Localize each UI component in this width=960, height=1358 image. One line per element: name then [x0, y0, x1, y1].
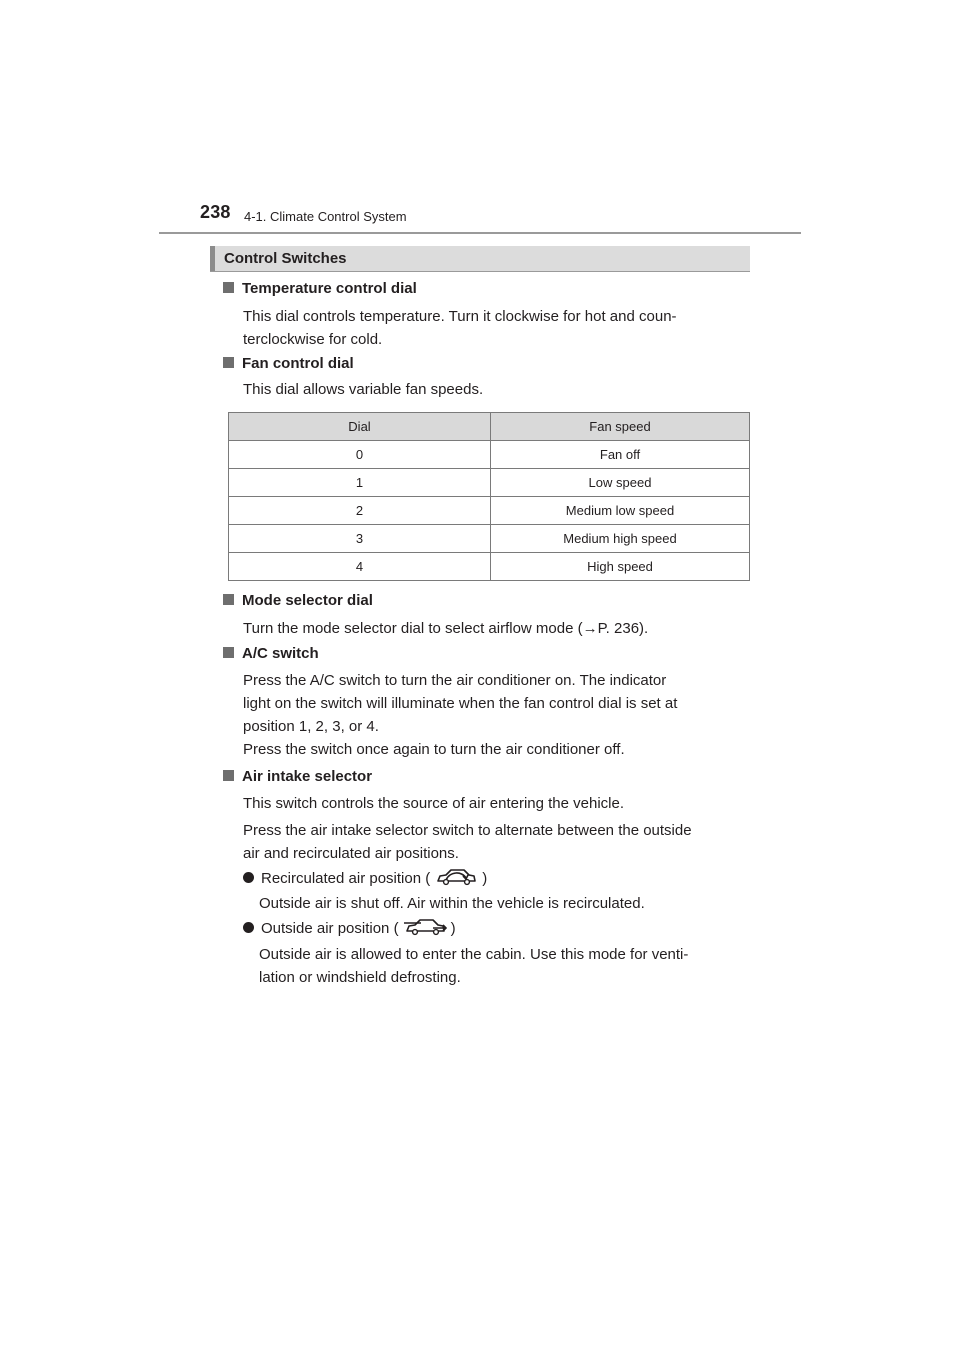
column-header-dial: Dial — [229, 413, 491, 441]
square-bullet-icon — [223, 770, 234, 781]
text-line: Outside air is allowed to enter the cabin. Use this mode for venti- — [259, 946, 689, 963]
fan-speed-cell: Medium high speed — [491, 525, 750, 553]
outside-air-description — [259, 943, 745, 989]
text-line: light on the switch will illuminate when the fan control dial is set at — [243, 695, 678, 712]
table-row — [229, 497, 750, 525]
square-bullet-icon — [223, 357, 234, 368]
bullet-label: Outside air position ( — [261, 920, 399, 937]
heading-ac-switch — [223, 645, 319, 662]
table-row — [229, 441, 750, 469]
recirculated-air-item — [243, 865, 487, 894]
heading-text: Mode selector dial — [242, 592, 373, 609]
outside-air-icon — [403, 915, 447, 944]
dial-cell: 2 — [229, 497, 491, 525]
text-line: lation or windshield defrosting. — [259, 969, 461, 986]
text-line: position 1, 2, 3, or 4. — [243, 718, 379, 735]
heading-text: Air intake selector — [242, 768, 373, 785]
fan-speed-cell: Fan off — [491, 441, 750, 469]
dial-cell: 0 — [229, 441, 491, 469]
ac-off-description: Press the switch once again to turn the air conditioner off. — [243, 741, 625, 758]
temperature-description — [243, 305, 745, 351]
fan-speed-cell: High speed — [491, 553, 750, 581]
section-title-bar — [210, 246, 750, 272]
bullet-label: Recirculated air position ( — [261, 870, 431, 887]
table-row — [229, 553, 750, 581]
round-bullet-icon — [243, 922, 254, 933]
ac-description — [243, 669, 745, 738]
fan-speed-table — [228, 412, 750, 581]
heading-mode-selector-dial — [223, 592, 373, 609]
square-bullet-icon — [223, 282, 234, 293]
header-divider — [159, 232, 801, 234]
fan-description: This dial allows variable fan speeds. — [243, 381, 484, 398]
section-title: Control Switches — [224, 250, 347, 267]
heading-fan-control-dial — [223, 355, 354, 372]
text-line: terclockwise for cold. — [243, 331, 383, 348]
bullet-label-close: ) — [450, 920, 456, 937]
bullet-label-close: ) — [482, 870, 488, 887]
arrow-icon: → — [582, 620, 598, 637]
intake-description: This switch controls the source of air entering the vehicle. — [243, 795, 625, 812]
heading-text: Temperature control dial — [242, 280, 417, 297]
heading-air-intake-selector — [223, 768, 372, 785]
outside-air-item — [243, 915, 456, 944]
dial-cell: 1 — [229, 469, 491, 497]
heading-temperature-control-dial — [223, 280, 417, 297]
recirculated-air-icon — [434, 865, 478, 894]
square-bullet-icon — [223, 647, 234, 658]
text-line: This dial controls temperature. Turn it clockwise for hot and coun- — [243, 308, 677, 325]
fan-speed-cell: Medium low speed — [491, 497, 750, 525]
running-head: 4-1. Climate Control System — [244, 209, 407, 224]
mode-description — [243, 617, 745, 640]
recirculated-air-description: Outside air is shut off. Air within the vehicle is recirculated. — [259, 895, 645, 912]
heading-text: A/C switch — [242, 645, 319, 662]
dial-cell: 4 — [229, 553, 491, 581]
intake-toggle-description — [243, 819, 745, 865]
square-bullet-icon — [223, 594, 234, 605]
table-row — [229, 469, 750, 497]
dial-cell: 3 — [229, 525, 491, 553]
round-bullet-icon — [243, 872, 254, 883]
page-reference-link[interactable]: P. 236). — [597, 620, 649, 637]
text-line: air and recirculated air positions. — [243, 845, 459, 862]
table-header-row — [229, 413, 750, 441]
text-line: Press the air intake selector switch to alternate between the outside — [243, 822, 692, 839]
text-line: Press the A/C switch to turn the air conditioner on. The indicator — [243, 672, 667, 689]
page-number: 238 — [200, 202, 231, 222]
heading-text: Fan control dial — [242, 355, 354, 372]
text-span: Turn the mode selector dial to select airflow mode ( — [243, 620, 583, 637]
table-row — [229, 525, 750, 553]
fan-speed-cell: Low speed — [491, 469, 750, 497]
column-header-fan-speed: Fan speed — [491, 413, 750, 441]
section-accent — [210, 246, 215, 271]
